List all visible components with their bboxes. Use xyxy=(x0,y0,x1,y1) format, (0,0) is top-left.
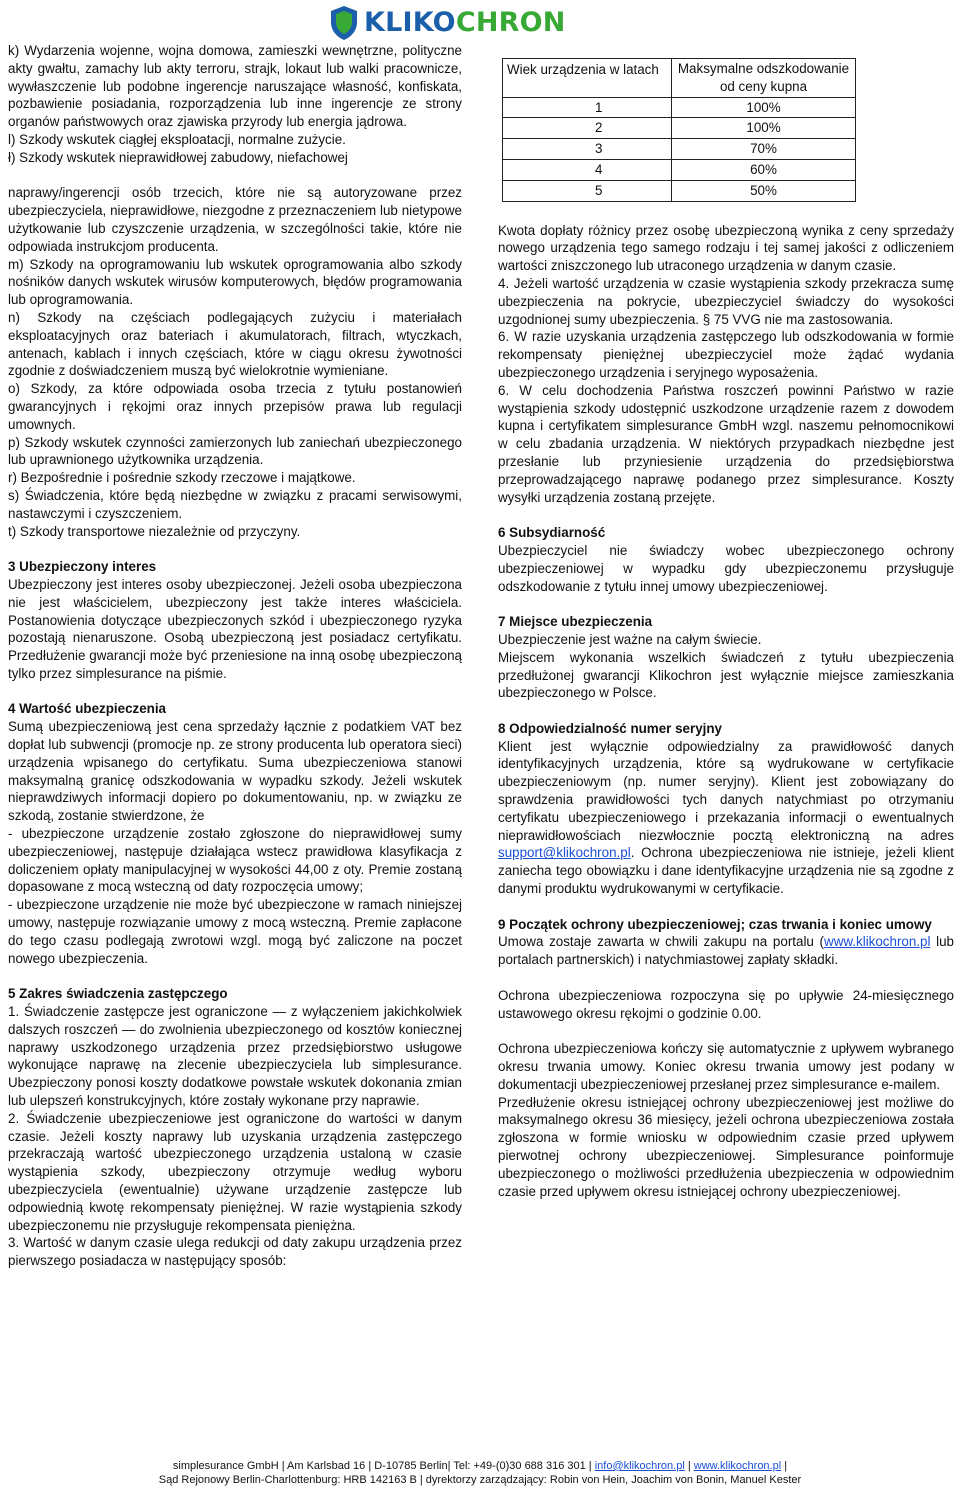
section-9-text-pre: Umowa zostaje zawarta w chwili zakupu na portalu ( xyxy=(498,934,825,950)
footer-web-link[interactable]: www.klikochron.pl xyxy=(693,1460,782,1472)
section-8-heading: 8 Odpowiedzialność numer seryjny xyxy=(498,720,722,736)
section-6-heading: 6 Subsydiarność xyxy=(498,525,606,541)
section-5-point-1: 1. Świadczenie zastępcze jest ograniczone — z wyłączeniem jakichkolwiek dalszych roszczeń — do zwolnienia ubezpieczonego od kosztów koniecznej naprawy uszkodzonego urządzenia przez przedsiębiorstwo usługowe wykonujące naprawę na zlecenie ubezpieczyciela lub simplesurance. Ubezpieczony ponosi koszty dodatkowe powstałe wskutek dokonania zmian lub ulepszeń konstrukcyjnych, które zostały wykonane przy naprawie. xyxy=(8,1004,462,1109)
clause-l-stroke-cont: naprawy/ingerencji osób trzecich, które nie są autoryzowane przez ubezpieczyciela, nieprawidłowe, niezgodne z przeznaczeniem lub nietypowe użytkowanie lub czyszczenie urządzenia, w szczególności takie, które nie odpowiada instrukcjom producenta. xyxy=(8,185,462,254)
section-5-point-3: 3. Wartość w danym czasie ulega redukcji od daty zakupu urządzenia przez pierwszego posiadacza w następujący sposób: xyxy=(8,1235,462,1269)
spacer xyxy=(498,212,954,222)
depreciation-table xyxy=(502,58,856,202)
spacer xyxy=(498,506,954,524)
spacer xyxy=(498,595,954,613)
table-header-age: Wiek urządzenia w latach xyxy=(503,59,672,98)
table-cell-age: 5 xyxy=(503,180,672,201)
section-4-body-c: - ubezpieczone urządzenie nie może być ubezpieczone w ramach niniejszej umowy, następuje rozwiązanie umowy z mocą wsteczną. Premie zapłacone do tego czasu podlegają zwrotowi wzgl. mogą być zaliczone na poczet nowego ubezpieczenia. xyxy=(8,897,462,966)
section-9-body-c: Ochrona ubezpieczeniowa kończy się automatycznie z upływem wybranego okresu trwania umowy. Koniec okresu trwania umowy jest podany w dokumentacji ubezpieczeniowej przesłanej przez simplesurance e-mailem. xyxy=(498,1041,954,1092)
spacer xyxy=(8,540,462,558)
section-7-body-a: Ubezpieczenie jest ważne na całym świecie. xyxy=(498,631,762,647)
clause-s: s) Świadczenia, które będą niezbędne w związku z pracami serwisowymi, nastawczymi i czyszczeniem. xyxy=(8,487,462,521)
clause-r: r) Bezpośrednie i pośrednie szkody rzeczowe i majątkowe. xyxy=(8,470,356,486)
table-row xyxy=(503,97,856,118)
right-column xyxy=(498,42,954,1200)
section-4-body-b: - ubezpieczone urządzenie zostało zgłoszone do nieprawidłowej sumy ubezpieczeniowej, następuje działająca wstecz prawidłowa klasyfikacja z doliczeniem opłaty manipulacyjnej w wysokości 44,00 z oty. Premie zostaną dopasowane z mocą wsteczną od daty rozpoczęcia umowy; xyxy=(8,826,462,895)
logo-wordmark xyxy=(364,7,566,39)
table-cell-percent: 50% xyxy=(672,180,856,201)
section-5-point-2: 2. Świadczenie ubezpieczeniowe jest ograniczone do wartości w danym czasie. Jeżeli koszty naprawy lub uzyskania urządzenia zastępczego przekraczają wartość ubezpieczonego urządzenia ustaloną w czasie wystąpienia szkody, ubezpieczony otrzymuje według wyboru ubezpieczyciela (ewentualnie) używane urządzenie zastępcze lub odpowiednią kwotę rekompensaty pieniężnej. W razie wystąpienia szkody ubezpieczonemu nie przysługuje rekompensata pieniężna. xyxy=(8,1110,462,1233)
table-cell-percent: 100% xyxy=(672,118,856,139)
section-8-text-pre: Klient jest wyłącznie odpowiedzialny za prawidłowość danych identyfikacyjnych urządzenia, które są wydrukowane w certyfikacie ubezpieczeniowym (np. numer seryjny). Klient jest zobowiązany do sprawdzenia prawidłowości tych danych natychmiast po otrzymaniu certyfikatu ubezpieczeniowego i przekazania informacji o ewentualnych nieprawidłowościach niezwłocznie pocztą elektroniczną na adres xyxy=(498,738,954,843)
section-5-point-4: 4. Jeżeli wartość urządzenia w czasie wystąpienia szkody przekracza sumę ubezpieczenia na pokrycie, ubezpieczyciel świadczy do wysokości uzgodnionej sumy ubezpieczenia. § 75 VVG nie ma zastosowania. xyxy=(498,275,954,327)
clause-l: l) Szkody wskutek ciągłej eksploatacji, normalne zużycie. xyxy=(8,131,346,147)
table-note: Kwota dopłaty różnicy przez osobę ubezpieczoną wynika z ceny sprzedaży nowego urządzenia tego samego rodzaju i tej samej jakości z odliczeniem wartości zniszczonego lub utraconego urządzenia w danym czasie. xyxy=(498,222,954,274)
spacer xyxy=(8,167,462,185)
section-8-text-post: . Ochrona ubezpieczeniowa nie istnieje, jeżeli klient zaniecha tego obowiązku i dane identyfikacyjne urządzenia nie są zgodne z danymi produktu wydrukowanymi w certyfikacie. xyxy=(498,845,954,897)
clause-l-stroke: ł) Szkody wskutek nieprawidłowej zabudowy, niefachowej xyxy=(8,149,348,165)
support-email-link[interactable]: support@klikochron.pl xyxy=(498,845,631,861)
footer-line-1 xyxy=(0,1459,960,1473)
spacer xyxy=(498,202,954,212)
section-4-body-a: Sumą ubezpieczeniową jest cena sprzedaży łącznie z podatkiem VAT bez dopłat lub subwencji (promocje np. ze strony producenta lub operatora sieci) urządzenia wpisanego do certyfikatu. Suma ubezpieczeniowa stanowi maksymalną granicę odszkodowania w wypadku szkody. Jeżeli wskutek nieprawdziwych informacji dopiero po dokumentowaniu, np. w związku ze szkodą, zostanie stwierdzone, że xyxy=(8,719,462,824)
footer-end: | xyxy=(781,1460,788,1472)
klikochron-logo xyxy=(330,4,566,42)
website-link[interactable]: www.klikochron.pl xyxy=(824,934,931,950)
section-8-body xyxy=(498,738,954,898)
table-cell-percent: 60% xyxy=(672,159,856,180)
table-row xyxy=(503,180,856,201)
table-cell-percent: 100% xyxy=(672,97,856,118)
shield-logo-icon xyxy=(330,5,358,41)
section-9-body-d: Przedłużenie okresu istniejącej ochrony ubezpieczeniowej jest możliwe do maksymalnego okresu 36 miesięcy, jeżeli ochrona ubezpieczeniowa została zgłoszona w formie wniosku w odpowiednim czasie przed upływem pierwotnej ochrony ubezpieczeniowej. Simplesurance poinformuje ubezpieczonego o możliwości przedłużenia ubezpieczenia w odpowiednim czasie przed upływem okresu istniejącej ochrony ubezpieczeniowej. xyxy=(498,1094,954,1199)
section-3-heading: 3 Ubezpieczony interes xyxy=(8,559,157,575)
clause-n: n) Szkody na częściach podlegających zużyciu i materiałach eksploatacyjnych oraz bateriach i akumulatorach, filtrach, wtyczkach, antenach, kablach i innych częściach, które w ciągu okresu żywotności zgodnie z doświadczeniem muszą być wielokrotnie wymieniane. xyxy=(8,309,462,379)
footer-address: simplesurance GmbH | Am Karlsbad 16 | D-10785 Berlin| Tel: +49-(0)30 688 316 301 | xyxy=(172,1460,595,1472)
spacer xyxy=(8,683,462,701)
clause-m: m) Szkody na oprogramowaniu lub wskutek oprogramowania albo szkody nośników danych wskutek wirusów komputerowych, błędów programowania lub oprogramowania. xyxy=(8,256,462,308)
left-column xyxy=(8,42,462,1270)
section-9-body-b: Ochrona ubezpieczeniowa rozpoczyna się po upływie 24-miesięcznego ustawowego okresu rękojmi o godzinie 0.00. xyxy=(498,987,954,1021)
spacer xyxy=(498,898,954,916)
table-cell-percent: 70% xyxy=(672,139,856,160)
table-cell-age: 3 xyxy=(503,139,672,160)
section-9-body-a xyxy=(498,933,954,969)
section-9-heading: 9 Początek ochrony ubezpieczeniowej; czas trwania i koniec umowy xyxy=(498,916,932,932)
table-row xyxy=(503,118,856,139)
section-6-body: Ubezpieczyciel nie świadczy wobec ubezpieczonego ochrony ubezpieczeniowej w wypadku gdy ubezpieczonemu przysługuje odszkodowanie z tytułu innej umowy ubezpieczeniowej. xyxy=(498,542,954,594)
table-header-row xyxy=(503,59,856,98)
table-header-max-compensation: Maksymalne odszkodowanie od ceny kupna xyxy=(672,59,856,98)
section-5-point-6b: 6. W celu dochodzenia Państwa roszczeń powinni Państwo w razie wystąpienia szkody udostępnić uszkodzone urządzenie razem z dowodem kupna i certyfikatem simplesurance GmbH wzgl. naszemu pełnomocnikowi w celu zbadania urządzenia. W niektórych przypadkach niezbędne jest przesłanie lub przyniesienie urządzenia do przedsiębiorstwa przeprowadzającego naprawę podanego przez simplesurance. Koszty wysyłki urządzenia zostaną przejęte. xyxy=(498,382,954,505)
footer-email-link[interactable]: info@klikochron.pl xyxy=(594,1460,685,1472)
table-cell-age: 1 xyxy=(503,97,672,118)
footer-separator: | xyxy=(684,1460,694,1472)
page-footer xyxy=(0,1459,960,1487)
table-cell-age: 2 xyxy=(503,118,672,139)
footer-line-2: Sąd Rejonowy Berlin-Charlottenburg: HRB 142163 B | dyrektorzy zarządzający: Robin von Hein, Joachim von Bonin, Manuel Kester xyxy=(158,1474,802,1486)
section-7-heading: 7 Miejsce ubezpieczenia xyxy=(498,614,653,630)
section-7-body-b: Miejscem wykonania wszelkich świadczeń z tytułu ubezpieczenia przedłużonej gwarancji Klikochron jest wyłącznie miejsce zamieszkania ubezpieczonego w Polsce. xyxy=(498,649,954,701)
logo-part-2: CHRON xyxy=(455,7,566,39)
table-row xyxy=(503,139,856,160)
section-4-heading: 4 Wartość ubezpieczenia xyxy=(8,701,167,717)
section-5-heading: 5 Zakres świadczenia zastępczego xyxy=(8,986,228,1002)
section-3-body: Ubezpieczony jest interes osoby ubezpieczonej. Jeżeli osoba ubezpieczona nie jest właścicielem, ubezpieczony jest także interes właściciela. Postanowienia dotyczące ubezpieczonych szkód i ubezpieczonego ryzyka pozostają nienaruszone. Osobą ubezpieczoną jest posiadacz certyfikatu. Przedłużenie gwarancji może być przeniesione na inną osobę ubezpieczoną tylko przez simplesurance na piśmie. xyxy=(8,576,462,681)
spacer xyxy=(498,702,954,720)
table-row xyxy=(503,159,856,180)
spacer xyxy=(8,967,462,985)
spacer xyxy=(498,1022,954,1040)
clause-p: p) Szkody wskutek czynności zamierzonych lub zaniechań ubezpieczonego lub uprawnionego użytkownika urządzenia. xyxy=(8,434,462,468)
table-cell-age: 4 xyxy=(503,159,672,180)
clause-t: t) Szkody transportowe niezależnie od przyczyny. xyxy=(8,523,301,539)
spacer xyxy=(498,969,954,987)
section-9-text-post: lub portalach partnerskich) i natychmiastowej zapłaty składki. xyxy=(498,934,955,968)
logo-part-1: KLIKO xyxy=(364,7,456,39)
section-5-point-6a: 6. W razie uzyskania urządzenia zastępczego lub odszkodowania w formie rekompensaty pieniężnej ubezpieczyciel może żądać wydania ubezpieczonego urządzenia i seryjnego wyposażenia. xyxy=(498,329,954,380)
clause-k: k) Wydarzenia wojenne, wojna domowa, zamieszki wewnętrzne, polityczne akty gwałtu, zamachy lub akty terroru, strajk, lokaut lub walki pracownicze, wywłaszczenie lub podobne ingerencje naruszające własność, konfiskata, pozbawienie posiadania, rozporządzenia lub inne ingerencje ze strony organów państwowych oraz zjawiska przyrody lub energia jądrowa. xyxy=(8,43,462,130)
clause-o: o) Szkody, za które odpowiada osoba trzecia z tytułu postanowień gwarancyjnych i rękojmi oraz innych przepisów prawa lub regulacji umownych. xyxy=(8,381,462,432)
